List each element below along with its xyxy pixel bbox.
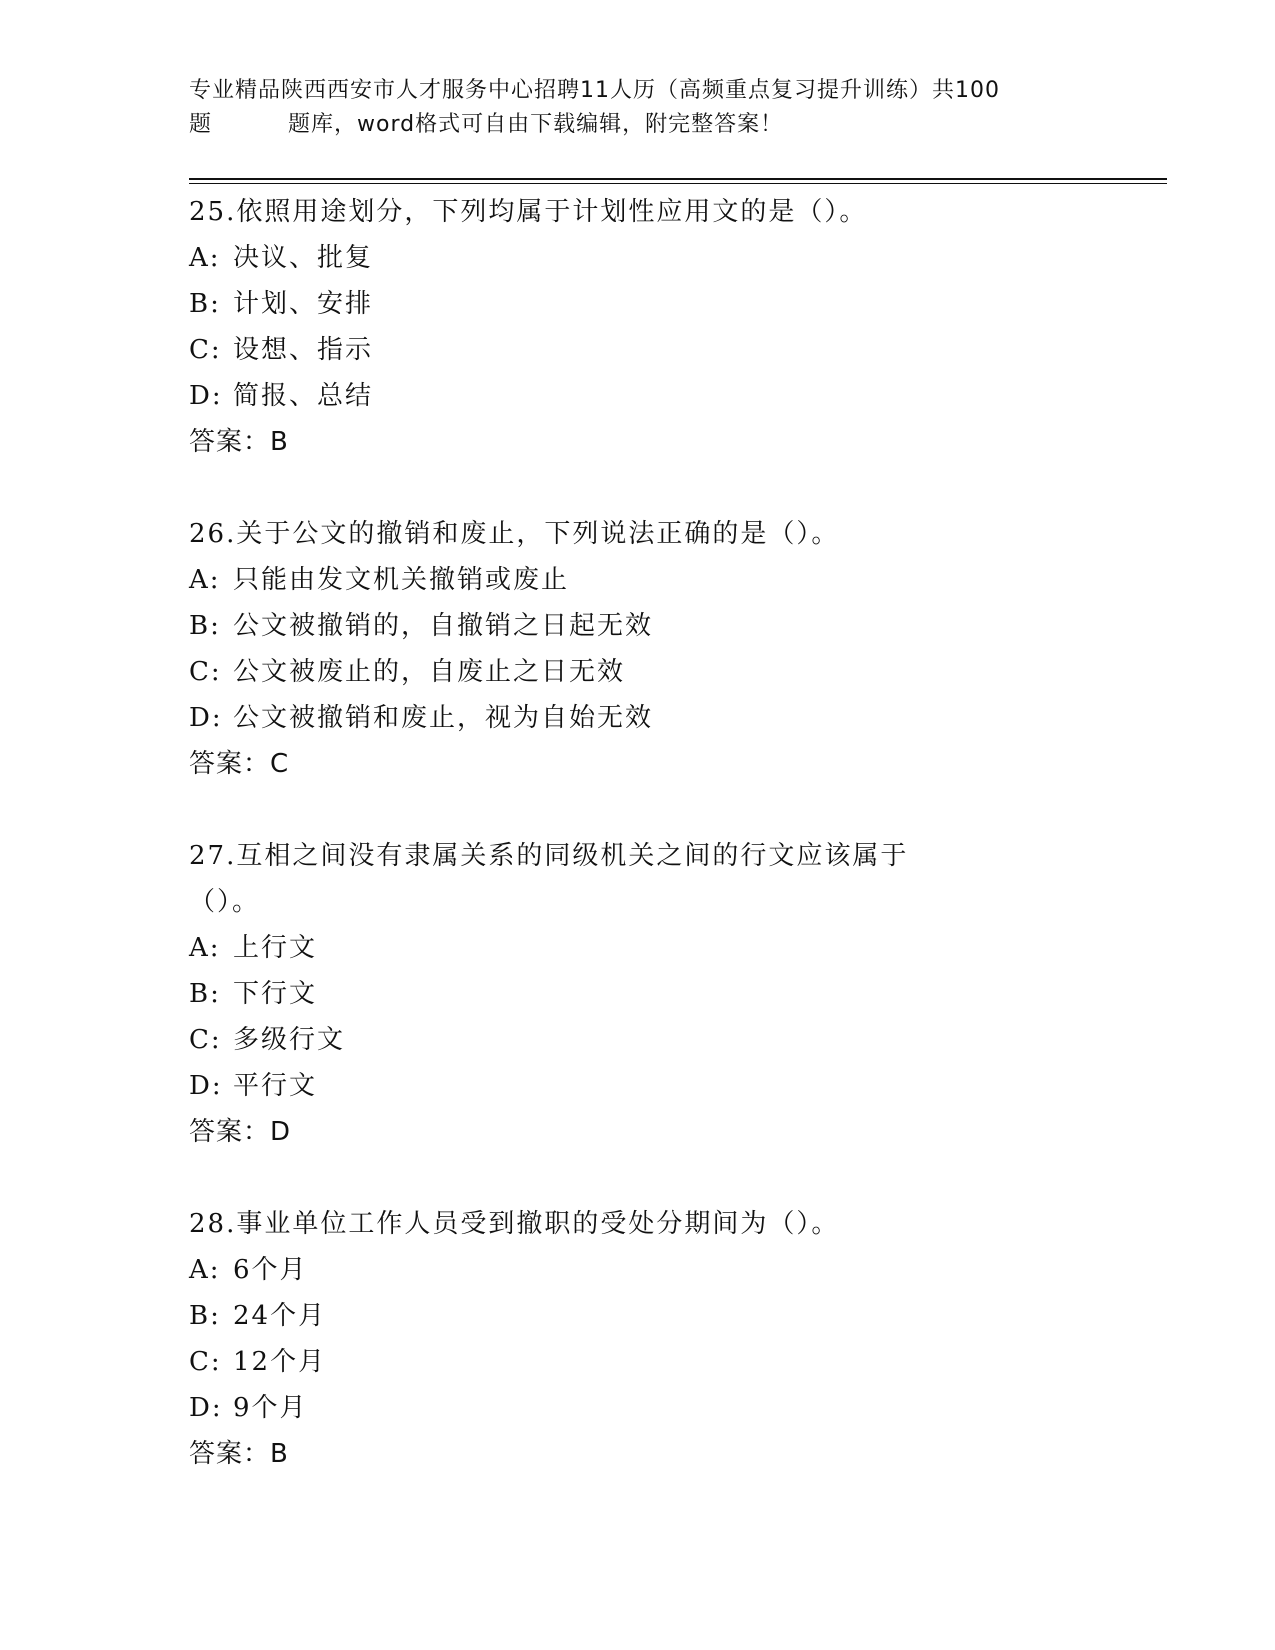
- option-b: [189, 971, 1149, 1017]
- option-text: 上行文: [233, 933, 318, 963]
- document-header: [189, 74, 1089, 142]
- option-a: [189, 235, 1149, 281]
- option-letter: D:: [189, 703, 223, 733]
- option-text: 决议、批复: [233, 243, 374, 273]
- option-c: [189, 1017, 1149, 1063]
- option-letter: B:: [189, 1301, 221, 1331]
- option-letter: A:: [189, 565, 221, 595]
- option-text: 只能由发文机关撤销或废止: [233, 565, 570, 595]
- answer-line: 答案：C: [189, 749, 290, 779]
- option-letter: B:: [189, 979, 221, 1009]
- option-letter: D:: [189, 1071, 223, 1101]
- option-a: [189, 925, 1149, 971]
- option-letter: C:: [189, 657, 222, 687]
- option-letter: A:: [189, 1255, 221, 1285]
- option-letter: C:: [189, 1347, 222, 1377]
- option-letter: C:: [189, 335, 222, 365]
- option-text: 多级行文: [233, 1025, 346, 1055]
- answer-line: 答案：D: [189, 1117, 292, 1147]
- question-text: 25.依照用途划分，下列均属于计划性应用文的是（）。: [189, 197, 868, 227]
- question-text: 28.事业单位工作人员受到撤职的受处分期间为（）。: [189, 1209, 840, 1239]
- option-b: [189, 1293, 1149, 1339]
- option-text: 6个月: [233, 1255, 308, 1285]
- option-letter: A:: [189, 243, 221, 273]
- question-text: 26.关于公文的撤销和废止，下列说法正确的是（）。: [189, 519, 840, 549]
- header-divider-thick: [189, 178, 1167, 180]
- option-c: [189, 649, 1149, 695]
- option-b: [189, 281, 1149, 327]
- header-title-line-2-rest: 题库，word格式可自由下载编辑，附完整答案！: [288, 112, 784, 137]
- option-a: [189, 557, 1149, 603]
- question-item: [189, 1201, 1149, 1477]
- option-text: 24个月: [233, 1301, 327, 1331]
- question-item: [189, 189, 1149, 465]
- option-text: 计划、安排: [233, 289, 374, 319]
- header-title-line-2: [189, 108, 1089, 142]
- question-item: [189, 511, 1149, 787]
- option-text: 下行文: [233, 979, 318, 1009]
- header-title-line-1: 专业精品陕西西安市人才服务中心招聘11人历（高频重点复习提升训练）共100: [189, 78, 1000, 103]
- header-divider-thin: [189, 183, 1167, 184]
- option-b: [189, 603, 1149, 649]
- option-letter: D:: [189, 381, 223, 411]
- option-d: [189, 695, 1149, 741]
- option-text: 公文被废止的，自废止之日无效: [233, 657, 626, 687]
- header-title-line-2-start: 题: [189, 112, 213, 137]
- option-text: 9个月: [233, 1393, 308, 1423]
- option-text: 12个月: [233, 1347, 327, 1377]
- option-letter: B:: [189, 289, 221, 319]
- option-c: [189, 1339, 1149, 1385]
- option-d: [189, 1385, 1149, 1431]
- answer-line: 答案：B: [189, 1439, 289, 1469]
- question-list: [189, 189, 1149, 1523]
- answer-line: 答案：B: [189, 427, 289, 457]
- option-text: 公文被撤销的，自撤销之日起无效: [233, 611, 654, 641]
- question-text: 27.互相之间没有隶属关系的同级机关之间的行文应该属于（）。: [189, 841, 909, 917]
- option-letter: B:: [189, 611, 221, 641]
- option-d: [189, 1063, 1149, 1109]
- option-text: 公文被撤销和废止，视为自始无效: [233, 703, 654, 733]
- option-letter: D:: [189, 1393, 223, 1423]
- option-text: 简报、总结: [233, 381, 374, 411]
- question-item: [189, 833, 1149, 1155]
- option-text: 设想、指示: [233, 335, 374, 365]
- option-a: [189, 1247, 1149, 1293]
- option-c: [189, 327, 1149, 373]
- option-letter: C:: [189, 1025, 222, 1055]
- option-letter: A:: [189, 933, 221, 963]
- option-text: 平行文: [233, 1071, 318, 1101]
- option-d: [189, 373, 1149, 419]
